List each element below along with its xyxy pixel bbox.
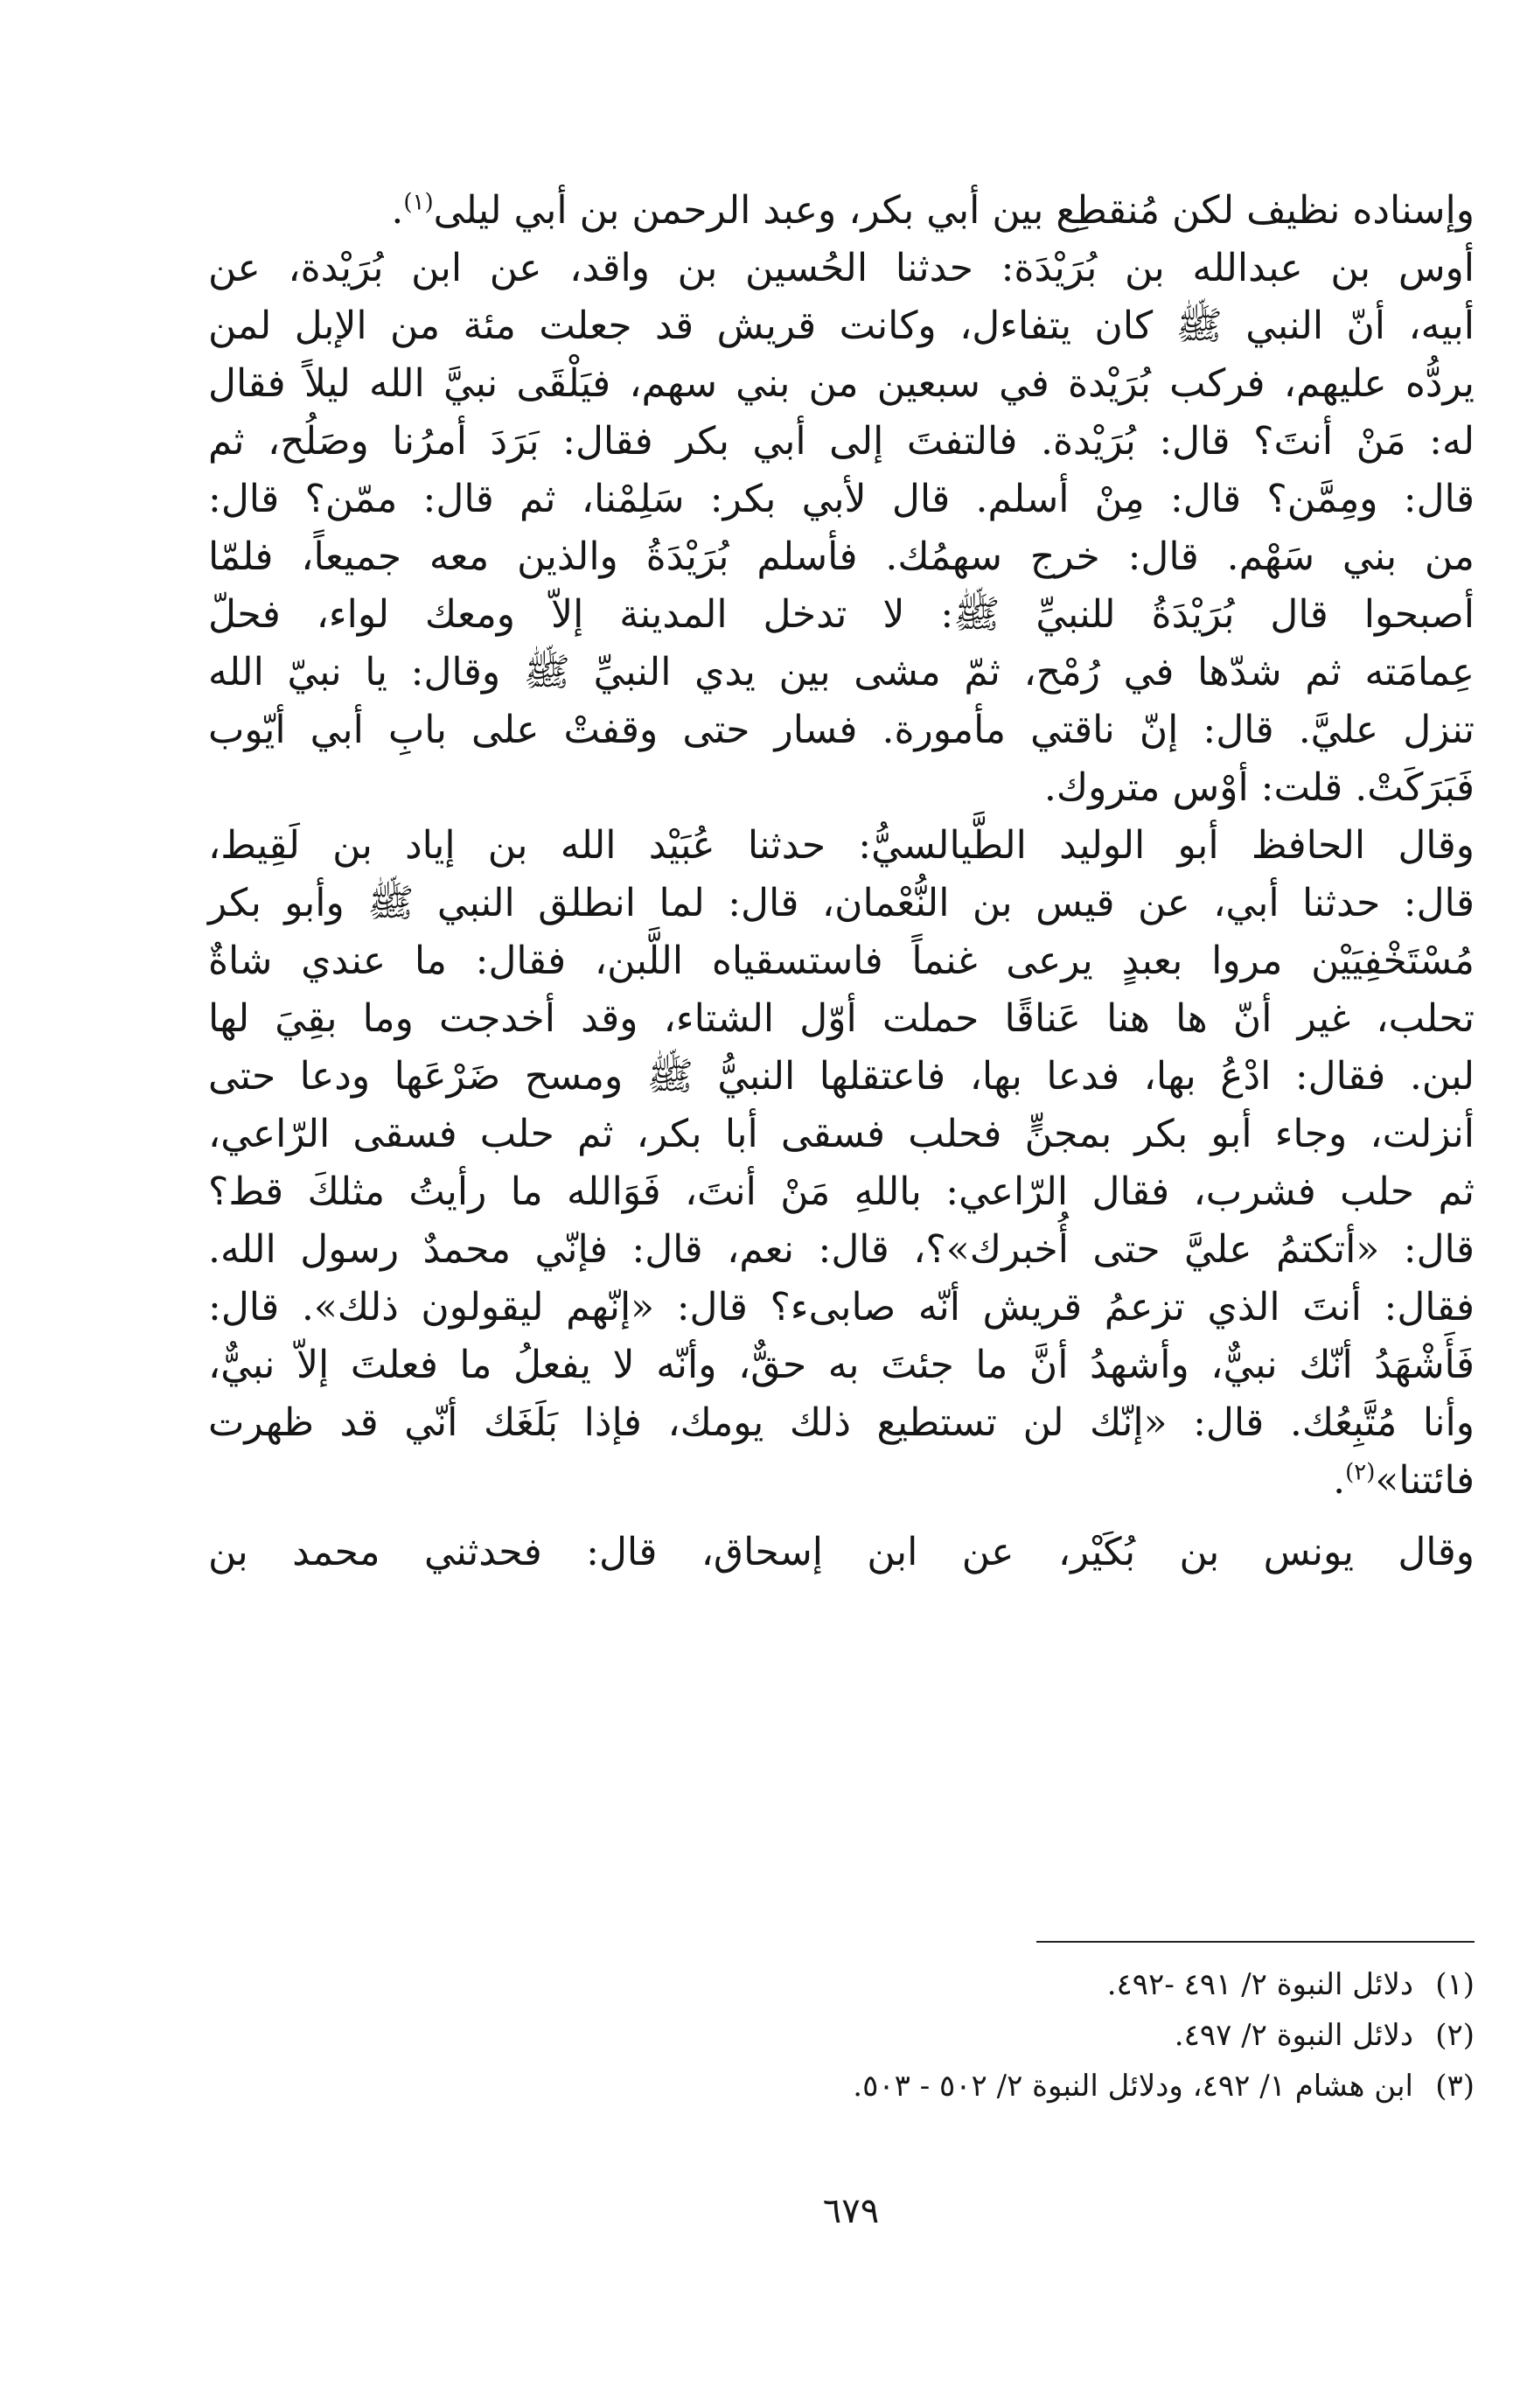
text-line: فَأَشْهَدُ أنّك نبيٌّ، وأشهدُ أنَّ ما جئتَ به حقٌّ، وأنّه لا يفعلُ ما فعلتَ إلاّ نبيٌّ، <box>208 1343 1475 1387</box>
footnote-number: (١) <box>1435 1967 1475 2002</box>
text-line: قال: حدثنا أبي، عن قيس بن النُّعْمان، قال: لما انطلق النبي ﷺ وأبو بكر <box>208 881 1475 925</box>
text-line: ثم حلب فشرب، فقال الرّاعي: باللهِ مَنْ أنتَ، فَوَالله ما رأيتُ مثلكَ قط؟ <box>208 1169 1475 1214</box>
text-line: فقال: أنتَ الذي تزعمُ قريش أنّه صابىء؟ قال: «إنّهم ليقولون ذلك». قال: <box>208 1285 1475 1330</box>
footnotes <box>612 1959 1475 2111</box>
footnote <box>612 1959 1475 2010</box>
text-line: أنزلت، وجاء أبو بكر بمجنٍّ فحلب فسقى أبا بكر، ثم حلب فسقى الرّاعي، <box>208 1112 1475 1156</box>
footnote-divider <box>1036 1941 1475 1943</box>
paragraph-gap <box>208 1510 1475 1524</box>
footnote-mark: (١) <box>403 189 434 216</box>
text-line: من بني سَهْم. قال: خرج سهمُك. فأسلم بُرَيْدَةُ والذين معه جميعاً، فلمّا <box>208 534 1475 579</box>
text-line: قال: «أتكتمُ عليَّ حتى أُخبرك»؟، قال: نعم، قال: فإنّي محمدٌ رسول الله. <box>208 1227 1475 1272</box>
line-text: فائتنا» <box>1375 1458 1475 1503</box>
text-line: وإسناده نظيف لكن مُنقطِع بين أبي بكر، وعبد الرحمن بن أبي ليلى$^{(١)}$. <box>391 188 1475 233</box>
text-line: فائتنا»$^{(٢)}$. <box>1333 1458 1475 1503</box>
text-line <box>208 1524 1475 1581</box>
footnote <box>612 2010 1475 2061</box>
text-line: أوس بن عبدالله بن بُرَيْدَة: حدثنا الحُسين بن واقد، عن ابن بُرَيْدة، عن <box>208 246 1475 290</box>
text-line: تنزل عليَّ. قال: إنّ ناقتي مأمورة. فسار حتى وقفتْ على بابِ أبي أيّوب <box>208 708 1475 752</box>
text-line: وقال الحافظ أبو الوليد الطَّيالسيُّ: حدثنا عُبَيْد الله بن إياد بن لَقِيط، <box>208 823 1475 868</box>
line-text: وإسناده نظيف لكن مُنقطِع بين أبي بكر، وعبد الرحمن بن أبي ليلى <box>433 188 1475 233</box>
page-number: ٦٧٩ <box>822 2191 880 2231</box>
text-line: أبيه، أنّ النبي ﷺ كان يتفاءل، وكانت قريش قد جعلت مئة من الإبل لمن <box>208 304 1475 348</box>
text-line: له: مَنْ أنتَ؟ قال: بُرَيْدة. فالتفتَ إلى أبي بكر فقال: بَرَدَ أمرُنا وصَلُح، ثم <box>208 419 1475 464</box>
footnote-number: (٣) <box>1435 2069 1475 2104</box>
text-line: فَبَرَكَتْ. قلت: أوْس متروك. <box>1043 765 1475 810</box>
main-text <box>208 182 1475 1581</box>
footnote-mark: (٢) <box>1345 1459 1376 1486</box>
footnote-text: دلائل النبوة ٢/ ٤٩١ -٤٩٢. <box>1106 1967 1413 2002</box>
text-line: تحلب، غير أنّ ها هنا عَناقًا حملت أوّل الشتاء، وقد أخدجت وما بقِيَ لها <box>208 996 1475 1041</box>
footnote-text: ابن هشام ١/ ٤٩٢، ودلائل النبوة ٢/ ٥٠٢ - ٥٠٣. <box>853 2069 1413 2104</box>
footnote <box>612 2061 1475 2111</box>
text-line: لبن. فقال: ادْعُ بها، فدعا بها، فاعتقلها النبيُّ ﷺ ومسح ضَرْعَها ودعا حتى <box>208 1054 1475 1099</box>
text-line: عِمامَته ثم شدّها في رُمْح، ثمّ مشى بين يدي النبيِّ ﷺ وقال: يا نبيّ الله <box>208 650 1475 694</box>
line-text: وقال يونس بن بُكَيْر، عن ابن إسحاق، قال: فحدثني محمد بن <box>208 1530 1475 1574</box>
text-line: مُسْتَخْفِيَيْن مروا بعبدٍ يرعى غنماً فاستسقياه اللَّبن، فقال: ما عندي شاةٌ <box>208 939 1475 983</box>
text-line: قال: ومِمَّن؟ قال: مِنْ أسلم. قال لأبي بكر: سَلِمْنا، ثم قال: ممّن؟ قال: <box>208 477 1475 521</box>
text-line: وأنا مُتَّبِعُك. قال: «إنّك لن تستطيع ذلك يومك، فإذا بَلَغَك أنّي قد ظهرت <box>208 1400 1475 1445</box>
text-line: أصبحوا قال بُرَيْدَةُ للنبيِّ ﷺ: لا تدخل المدينة إلاّ ومعك لواء، فحلّ <box>208 592 1475 637</box>
footnote-number: (٢) <box>1435 2018 1475 2053</box>
footnote-text: دلائل النبوة ٢/ ٤٩٧. <box>1174 2018 1413 2053</box>
text-line: يردُّه عليهم، فركب بُرَيْدة في سبعين من بني سهم، فيَلْقَى نبيَّ الله ليلاً فقال <box>208 361 1475 406</box>
